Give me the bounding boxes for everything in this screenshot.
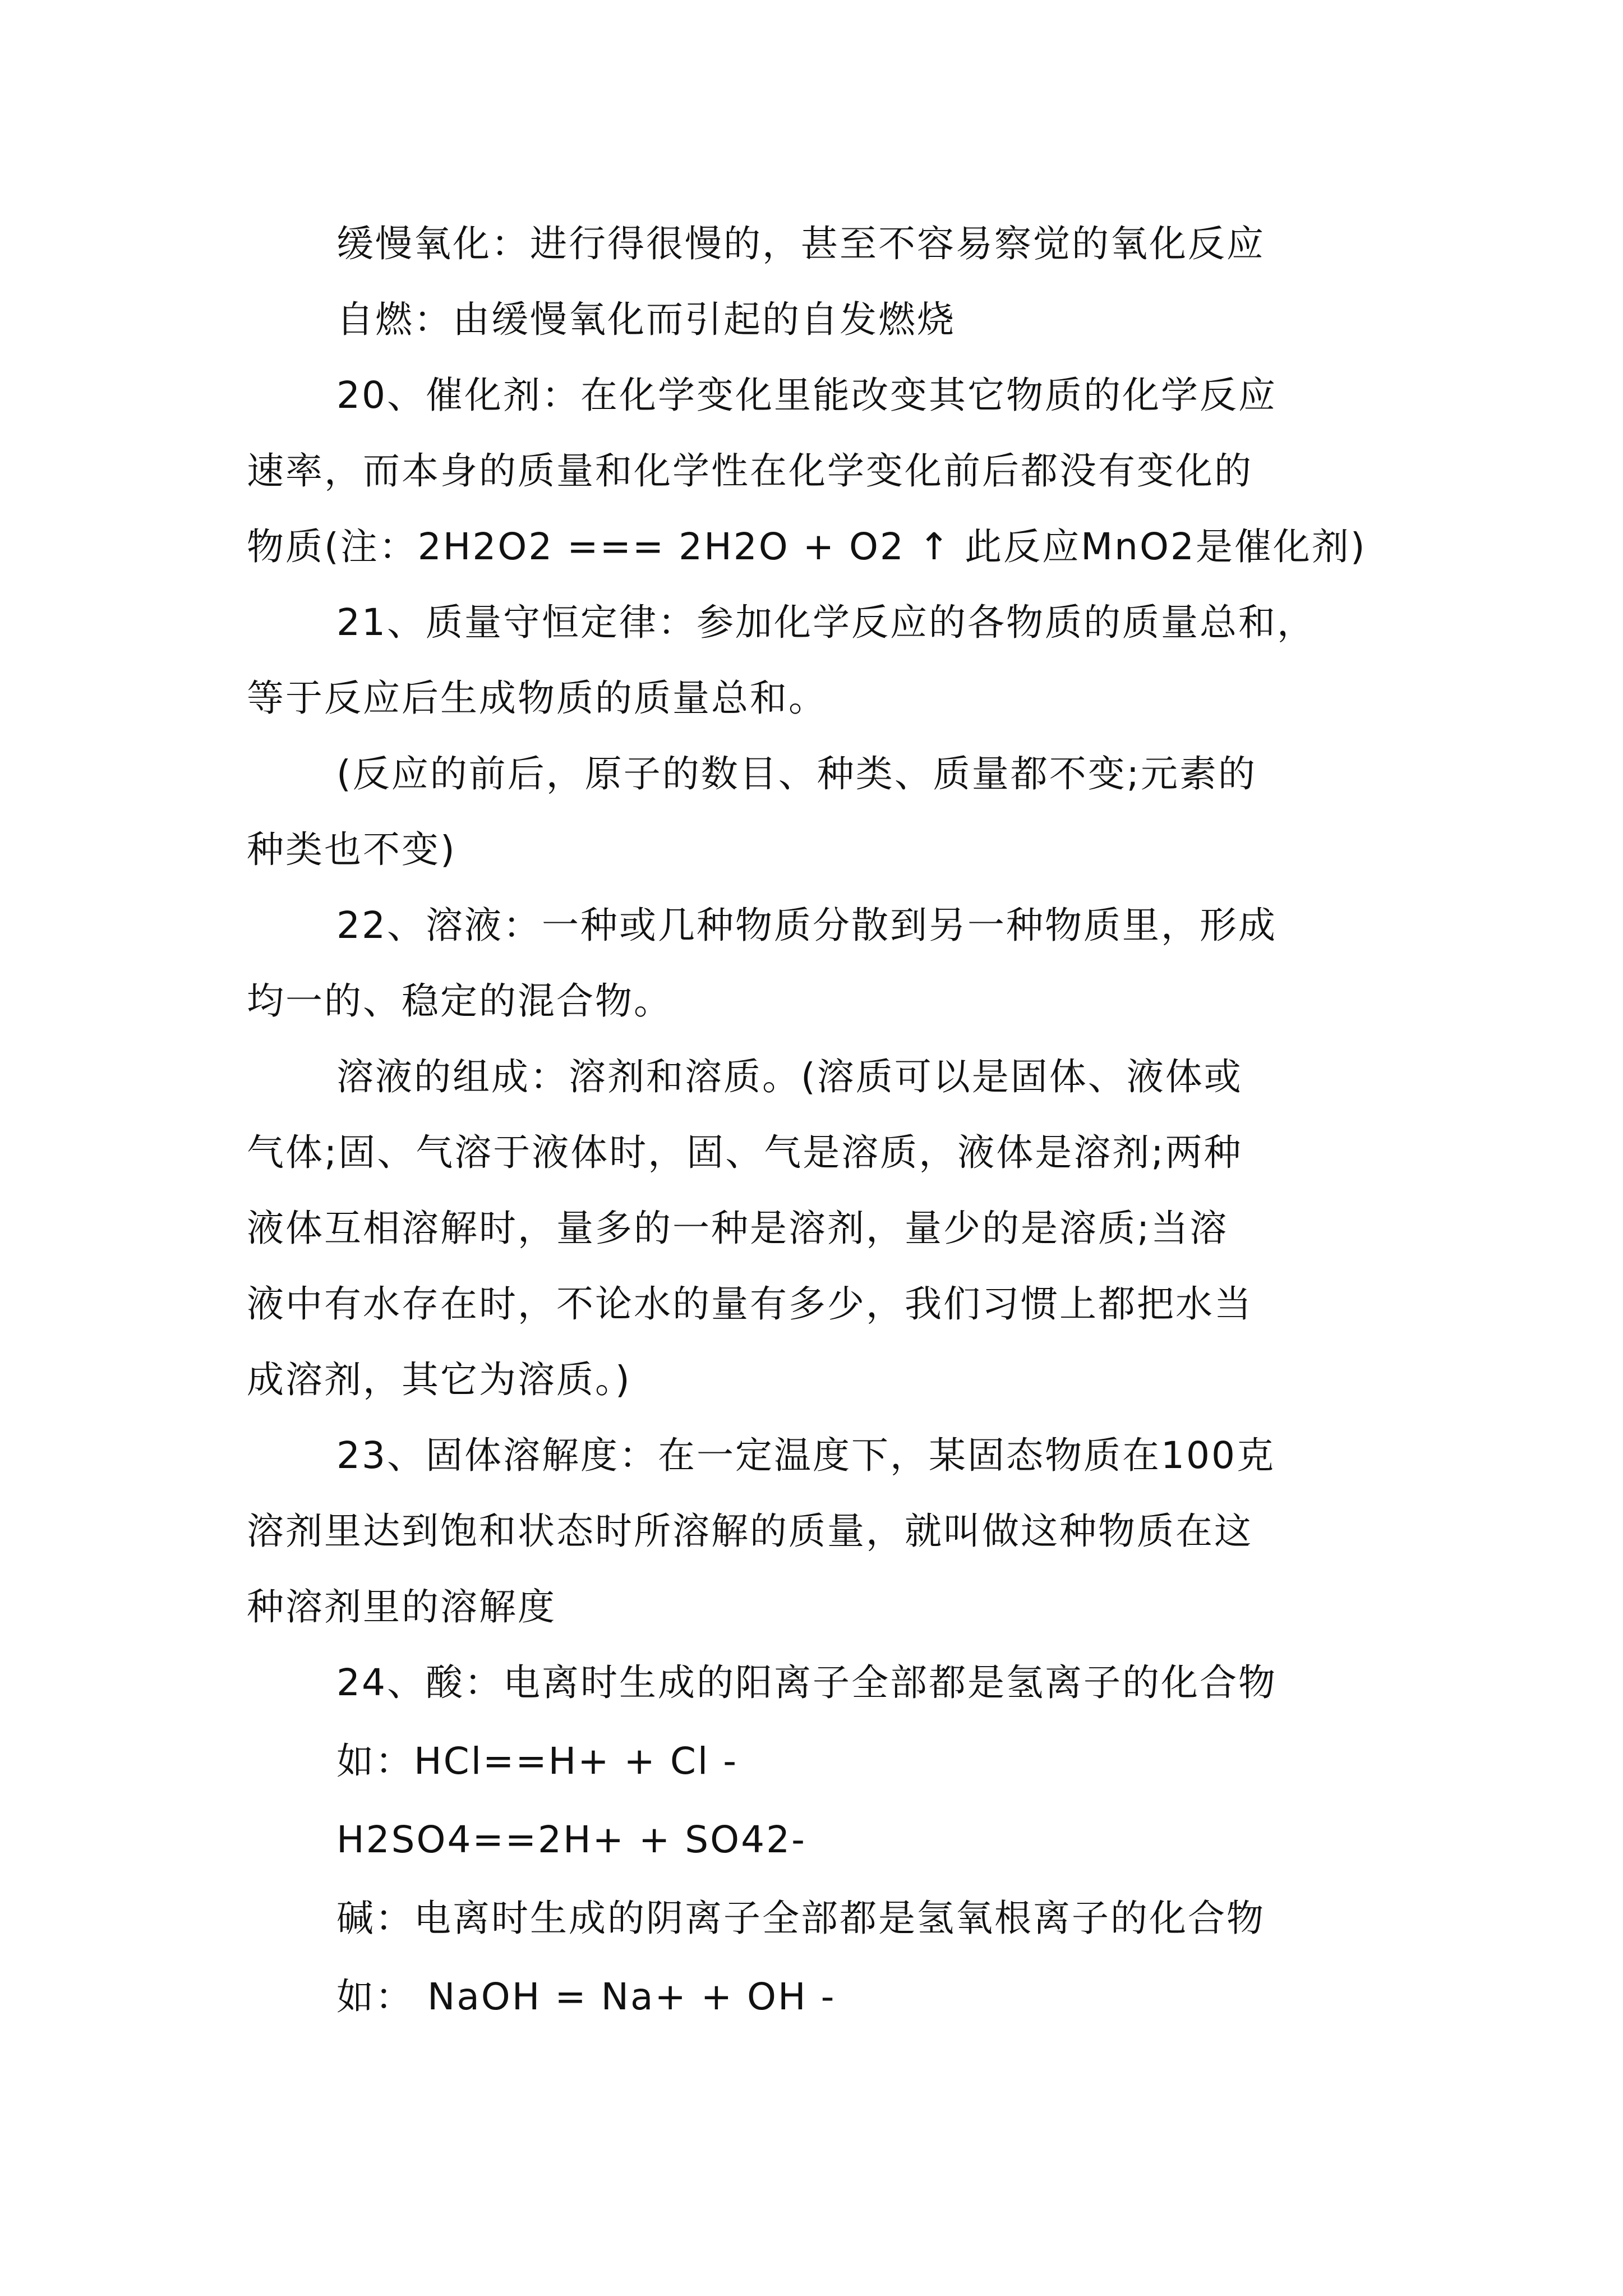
text-line-6: 21、质量守恒定律：参加化学反应的各物质的质量总和，: [336, 601, 1316, 644]
text-line-12: 溶液的组成：溶剂和溶质。(溶质可以是固体、液体或: [336, 1055, 1243, 1098]
text-line-5: 物质(注：2H2O2 === 2H2O + O2 ↑ 此反应MnO2是催化剂): [247, 525, 1367, 568]
text-line-8: (反应的前后，原子的数目、种类、质量都不变;元素的: [336, 752, 1257, 795]
text-line-13: 气体;固、气溶于液体时，固、气是溶质，液体是溶剂;两种: [247, 1131, 1243, 1174]
text-line-21: 如：HCl==H+ + Cl -: [336, 1740, 739, 1783]
text-line-14: 液体互相溶解时，量多的一种是溶剂，量少的是溶质;当溶: [247, 1207, 1229, 1250]
text-line-18: 溶剂里达到饱和状态时所溶解的质量，就叫做这种物质在这: [247, 1510, 1253, 1553]
text-line-20: 24、酸：电离时生成的阳离子全部都是氢离子的化合物: [336, 1661, 1277, 1704]
text-line-7: 等于反应后生成物质的质量总和。: [247, 677, 827, 720]
text-line-9: 种类也不变): [247, 828, 457, 871]
text-line-10: 22、溶液：一种或几种物质分散到另一种物质里，形成: [336, 904, 1277, 947]
text-line-19: 种溶剂里的溶解度: [247, 1585, 556, 1628]
text-line-23: 碱：电离时生成的阴离子全部都是氢氧根离子的化合物: [336, 1897, 1265, 1940]
text-line-22: H2SO4==2H+ + SO42-: [336, 1818, 806, 1861]
text-line-1: 缓慢氧化：进行得很慢的，甚至不容易察觉的氧化反应: [336, 222, 1265, 265]
text-line-24: 如： NaOH = Na+ + OH -: [336, 1975, 836, 2018]
text-line-17: 23、固体溶解度：在一定温度下，某固态物质在100克: [336, 1434, 1275, 1477]
text-line-15: 液中有水存在时，不论水的量有多少，我们习惯上都把水当: [247, 1282, 1253, 1326]
text-line-3: 20、催化剂：在化学变化里能改变其它物质的化学反应: [336, 374, 1277, 417]
text-line-16: 成溶剂，其它为溶质。): [247, 1358, 631, 1401]
text-line-2: 自燃：由缓慢氧化而引起的自发燃烧: [336, 298, 956, 341]
text-line-4: 速率，而本身的质量和化学性在化学变化前后都没有变化的: [247, 449, 1253, 493]
text-line-11: 均一的、稳定的混合物。: [247, 979, 672, 1023]
